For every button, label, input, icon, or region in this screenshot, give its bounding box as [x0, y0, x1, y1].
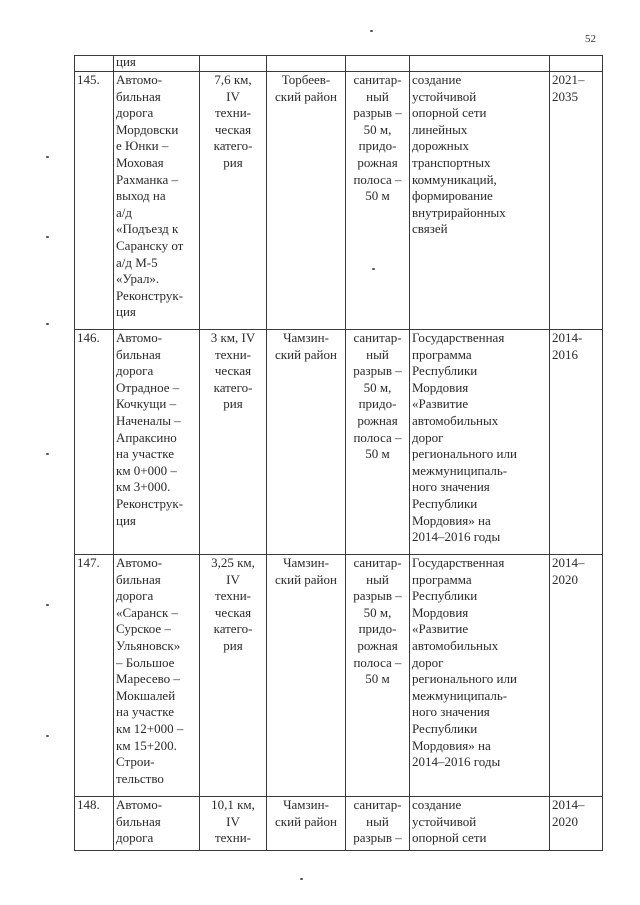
cell-zone: [346, 56, 410, 72]
scan-speck: [46, 156, 49, 158]
scan-speck: [46, 323, 49, 325]
scan-speck: [370, 30, 373, 32]
table-row: [75, 797, 603, 851]
cell-number: 148.: [75, 797, 114, 851]
cell-basis: создание устойчивой опорной сети линейных дорожных транспортных коммуникаций, формирование внутрирайонных связей: [410, 72, 550, 330]
cell-basis: создание устойчивой опорной сети: [410, 797, 550, 851]
cell-name: Автомо- бильная дорога «Саранск – Сурское – Ульяновск» – Большое Маресево – Мокшалей на участке км 12+000 – км 15+200. Строи- тельство: [114, 555, 200, 797]
cell-basis: Государственная программа Республики Мордовия «Развитие автомобильных дорог регионального или межмуниципаль- ного значения Республики Мордовия» на 2014–2016 годы: [410, 555, 550, 797]
cell-zone: санитар- ный разрыв – 50 м, придо- рожная полоса – 50 м: [346, 555, 410, 797]
cell-district: [267, 56, 346, 72]
cell-zone: санитар- ный разрыв – 50 м, придо- рожная полоса – 50 м: [346, 330, 410, 555]
cell-category: 3,25 км, IV техни- ческая катего- рия: [200, 555, 267, 797]
cell-district: Чамзин- ский район: [267, 330, 346, 555]
cell-category: 10,1 км, IV техни-: [200, 797, 267, 851]
table-row: [75, 555, 603, 797]
cell-category: 3 км, IV техни- ческая катего- рия: [200, 330, 267, 555]
cell-years: 2014– 2020: [550, 797, 603, 851]
scan-speck: [300, 878, 303, 880]
continuation-row: [75, 56, 603, 72]
cell-basis: [410, 56, 550, 72]
cell-years: 2021– 2035: [550, 72, 603, 330]
cell-category: [200, 56, 267, 72]
cell-category: 7,6 км, IV техни- ческая катего- рия: [200, 72, 267, 330]
scan-speck: [46, 236, 49, 238]
cell-zone: санитар- ный разрыв – 50 м, придо- рожная полоса – 50 м: [346, 72, 410, 330]
cell-number: 145.: [75, 72, 114, 330]
cell-district: Чамзин- ский район: [267, 797, 346, 851]
cell-number: 146.: [75, 330, 114, 555]
page-number: 52: [585, 33, 596, 45]
cell-basis: Государственная программа Республики Мордовия «Развитие автомобильных дорог регионального или межмуниципаль- ного значения Республики Мордовия» на 2014–2016 годы: [410, 330, 550, 555]
road-projects-table: [74, 55, 603, 851]
cell-name: Автомо- бильная дорога Отрадное – Кочкущи – Наченалы – Апраксино на участке км 0+000 – км 3+000. Реконструк- ция: [114, 330, 200, 555]
cell-name: Автомо- бильная дорога Мордовски е Юнки – Моховая Рахманка – выход на а/д «Подъезд к Саранску от а/д М-5 «Урал». Реконструк- ция: [114, 72, 200, 330]
table-row: [75, 330, 603, 555]
scan-speck: [46, 604, 49, 606]
table-row: [75, 72, 603, 330]
cell-zone: санитар- ный разрыв –: [346, 797, 410, 851]
cell-district: Торбеев- ский район: [267, 72, 346, 330]
cell-name: Автомо- бильная дорога: [114, 797, 200, 851]
cell-years: 2014- 2016: [550, 330, 603, 555]
cell-name: ция: [114, 56, 200, 72]
cell-years: [550, 56, 603, 72]
scan-speck: [46, 735, 49, 737]
cell-number: 147.: [75, 555, 114, 797]
cell-years: 2014– 2020: [550, 555, 603, 797]
scan-speck: [46, 453, 49, 455]
cell-district: Чамзин- ский район: [267, 555, 346, 797]
cell-number: [75, 56, 114, 72]
scan-speck: [372, 268, 375, 270]
